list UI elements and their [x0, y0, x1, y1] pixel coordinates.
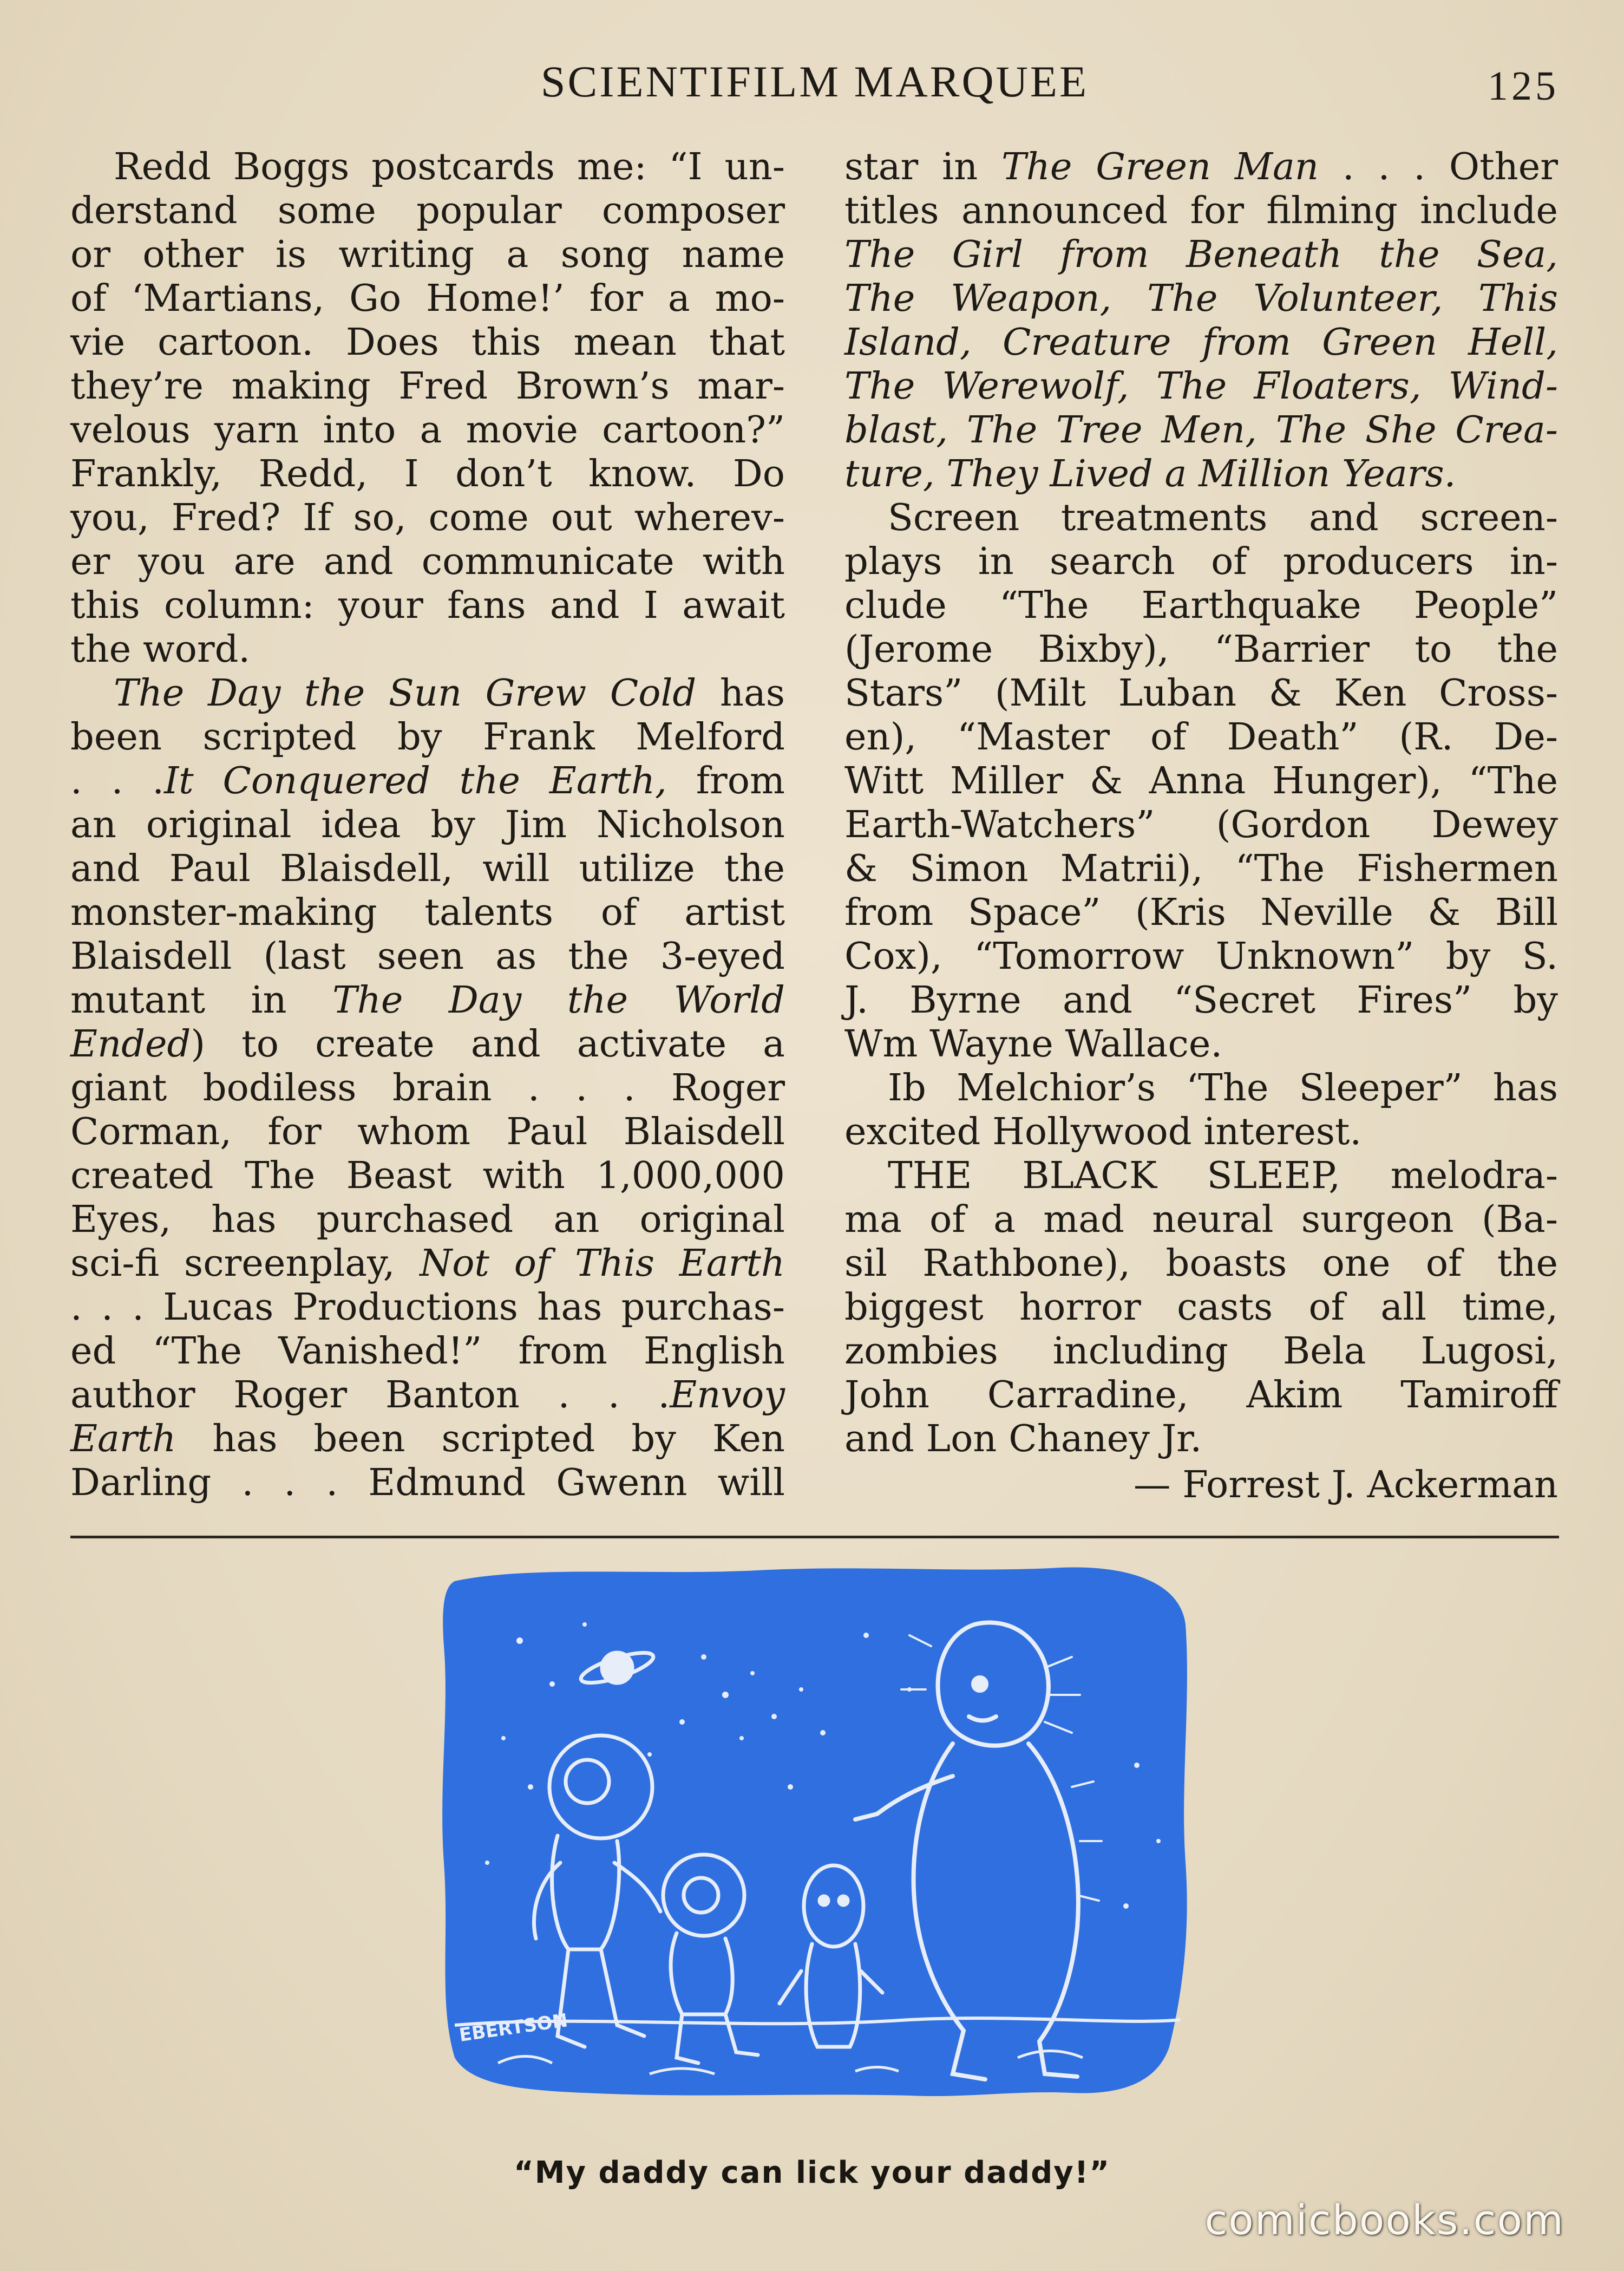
line-text: excited Hollywood interest. — [844, 1110, 1362, 1153]
cartoon-caption: “My daddy can lick your daddy!” — [513, 2155, 1111, 2190]
line-text: derstand some popular composer — [70, 189, 785, 232]
line-text: plays in search of producers in- — [844, 540, 1558, 583]
text-line — [844, 847, 1558, 891]
text-line — [70, 1154, 785, 1198]
line-text: THE BLACK SLEEP, melodra- — [888, 1154, 1558, 1197]
text-line — [844, 1329, 1558, 1373]
text-line — [70, 803, 785, 847]
line-text: the word. — [70, 628, 251, 671]
italic-title: Not of This Earth — [420, 1242, 785, 1285]
line-text: Corman, for whom Paul Blaisdell — [70, 1110, 785, 1153]
text-line — [70, 1198, 785, 1242]
text-line — [844, 759, 1558, 803]
line-text: they’re making Fred Brown’s mar- — [70, 364, 785, 408]
text-line — [844, 935, 1558, 978]
line-text: . . . — [70, 759, 165, 802]
line-text: mutant in — [70, 978, 333, 1022]
line-text: author Roger Banton . . . — [70, 1373, 670, 1417]
text-line — [844, 233, 1558, 277]
text-line — [844, 540, 1558, 584]
left-column — [70, 145, 785, 1505]
text-line — [844, 408, 1558, 452]
section-divider — [70, 1536, 1559, 1538]
text-line — [70, 277, 785, 321]
italic-title: Envoy — [670, 1373, 785, 1417]
text-line — [844, 1066, 1558, 1110]
line-text: been scripted by Frank Melford — [70, 715, 785, 759]
text-line — [844, 189, 1558, 233]
line-text: J. Byrne and “Secret Fires” by — [844, 978, 1558, 1022]
text-line — [844, 978, 1558, 1022]
italic-title: The Weapon, The Volunteer, This — [844, 277, 1558, 320]
text-line — [70, 1242, 785, 1285]
line-text: Screen treatments and screen- — [888, 496, 1558, 539]
line-text: ma of a mad neural surgeon (Ba- — [844, 1198, 1558, 1241]
line-text: an original idea by Jim Nicholson — [70, 803, 785, 846]
text-line — [70, 1417, 785, 1461]
line-text: of ‘Martians, Go Home!’ for a mo- — [70, 277, 785, 320]
text-line — [70, 759, 785, 803]
text-line — [844, 1417, 1558, 1461]
text-line — [70, 1066, 785, 1110]
line-text: giant bodiless brain . . . Roger — [70, 1066, 785, 1110]
line-text: Ib Melchior’s ‘The Sleeper” has — [888, 1066, 1558, 1110]
italic-title: blast, The Tree Men, The She Crea- — [844, 408, 1558, 452]
line-text: titles announced for filming include — [844, 189, 1558, 232]
line-text: clude “The Earthquake People” — [844, 584, 1558, 627]
line-text: has been scripted by Ken — [176, 1417, 785, 1460]
text-line — [70, 496, 785, 540]
line-text: and Paul Blaisdell, will utilize the — [70, 847, 785, 890]
italic-title: Earth — [70, 1417, 176, 1460]
text-line — [70, 715, 785, 759]
line-text: John Carradine, Akim Tamiroff — [844, 1373, 1558, 1417]
line-text: Blaisdell (last seen as the 3-eyed — [70, 935, 785, 978]
line-text: sil Rathbone), boasts one of the — [844, 1242, 1558, 1285]
italic-title: The Day the World — [332, 978, 785, 1022]
text-line — [70, 1022, 785, 1066]
line-text: and Lon Chaney Jr. — [844, 1417, 1202, 1460]
author-signature — [844, 1463, 1558, 1507]
italic-title: The Werewolf, The Floaters, Wind- — [844, 364, 1558, 408]
text-line — [70, 671, 785, 715]
text-line — [844, 1373, 1558, 1417]
line-text: has — [696, 671, 785, 715]
line-text: zombies including Bela Lugosi, — [844, 1329, 1558, 1373]
italic-title: Island, Creature from Green Hell, — [844, 321, 1558, 364]
line-text: ed “The Vanished!” from English — [70, 1329, 785, 1373]
line-text: (Jerome Bixby), “Barrier to the — [844, 628, 1558, 671]
line-text: Redd Boggs postcards me: “I un- — [114, 145, 785, 188]
text-line — [70, 978, 785, 1022]
text-line — [70, 628, 785, 671]
text-line — [70, 935, 785, 978]
italic-title: The Day the Sun Grew Cold — [114, 671, 697, 715]
line-text: created The Beast with 1,000,000 — [70, 1154, 785, 1197]
line-text: velous yarn into a movie cartoon?” — [70, 408, 785, 452]
text-line — [70, 1373, 785, 1417]
text-line — [844, 364, 1558, 408]
italic-title: The Girl from Beneath the Sea, — [844, 233, 1558, 276]
line-text: Witt Miller & Anna Hunger), “The — [844, 759, 1558, 802]
text-line — [844, 671, 1558, 715]
text-line — [844, 1285, 1558, 1329]
line-text: star in — [844, 145, 1002, 188]
text-line — [70, 1461, 785, 1505]
text-line — [844, 1198, 1558, 1242]
space-cartoon-illustration — [422, 1559, 1213, 2139]
text-line — [844, 1022, 1558, 1066]
line-text: from — [666, 759, 785, 802]
artist-signature: EBERTSON — [457, 2009, 569, 2046]
text-line — [70, 1329, 785, 1373]
line-text: this column: your fans and I await — [70, 584, 785, 627]
line-text: biggest horror casts of all time, — [844, 1285, 1558, 1329]
line-text: & Simon Matrii), “The Fishermen — [844, 847, 1558, 890]
text-line — [844, 145, 1558, 189]
line-text: Stars” (Milt Luban & Ken Cross- — [844, 671, 1558, 715]
line-text: Cox), “Tomorrow Unknown” by S. — [844, 935, 1558, 978]
line-text: monster-making talents of artist — [70, 891, 785, 934]
text-line — [844, 1242, 1558, 1285]
text-line — [844, 715, 1558, 759]
text-line — [70, 233, 785, 277]
text-line — [844, 496, 1558, 540]
text-line — [70, 1110, 785, 1154]
page-header — [70, 56, 1559, 116]
line-text: . . . Other — [1319, 145, 1558, 188]
line-text: sci-fi screenplay, — [70, 1242, 420, 1285]
line-text: Earth-Watchers” (Gordon Dewey — [844, 803, 1558, 846]
line-text: Wm Wayne Wallace. — [844, 1022, 1223, 1066]
italic-title: ture, They Lived a Million Years. — [844, 452, 1456, 495]
text-line — [844, 321, 1558, 364]
line-text: Frankly, Redd, I don’t know. Do — [70, 452, 785, 495]
text-line — [844, 1110, 1558, 1154]
text-line — [70, 847, 785, 891]
line-text: from Space” (Kris Neville & Bill — [844, 891, 1558, 934]
text-line — [844, 452, 1558, 496]
text-line — [70, 364, 785, 408]
line-text: Darling . . . Edmund Gwenn will — [70, 1461, 785, 1504]
text-line — [70, 584, 785, 628]
text-line — [70, 1285, 785, 1329]
text-line — [70, 891, 785, 935]
line-text: — Forrest J. Ackerman — [1133, 1463, 1558, 1506]
right-column — [844, 145, 1558, 1507]
text-line — [70, 189, 785, 233]
line-text: vie cartoon. Does this mean that — [70, 321, 785, 364]
text-line — [844, 1154, 1558, 1198]
text-line — [70, 145, 785, 189]
line-text: en), “Master of Death” (R. De- — [844, 715, 1558, 759]
line-text: ) to create and activate a — [191, 1022, 785, 1066]
text-line — [70, 452, 785, 496]
page-number: 125 — [1488, 63, 1559, 109]
running-title: SCIENTIFILM MARQUEE — [540, 57, 1089, 106]
italic-title: It Conquered the Earth, — [164, 759, 667, 802]
text-line — [70, 321, 785, 364]
italic-title: The Green Man — [1001, 145, 1319, 188]
text-line — [844, 891, 1558, 935]
line-text: . . . Lucas Productions has purchas- — [70, 1285, 785, 1329]
line-text: er you are and communicate with — [70, 540, 785, 583]
text-line — [844, 628, 1558, 671]
site-watermark: comicbooks.com — [1204, 2196, 1564, 2244]
line-text: you, Fred? If so, come out wherev- — [70, 496, 785, 539]
text-line — [844, 803, 1558, 847]
text-line — [844, 277, 1558, 321]
text-line — [70, 540, 785, 584]
italic-title: Ended — [70, 1022, 191, 1066]
line-text: or other is writing a song name — [70, 233, 785, 276]
text-line — [844, 584, 1558, 628]
line-text: Eyes, has purchased an original — [70, 1198, 785, 1241]
text-line — [70, 408, 785, 452]
